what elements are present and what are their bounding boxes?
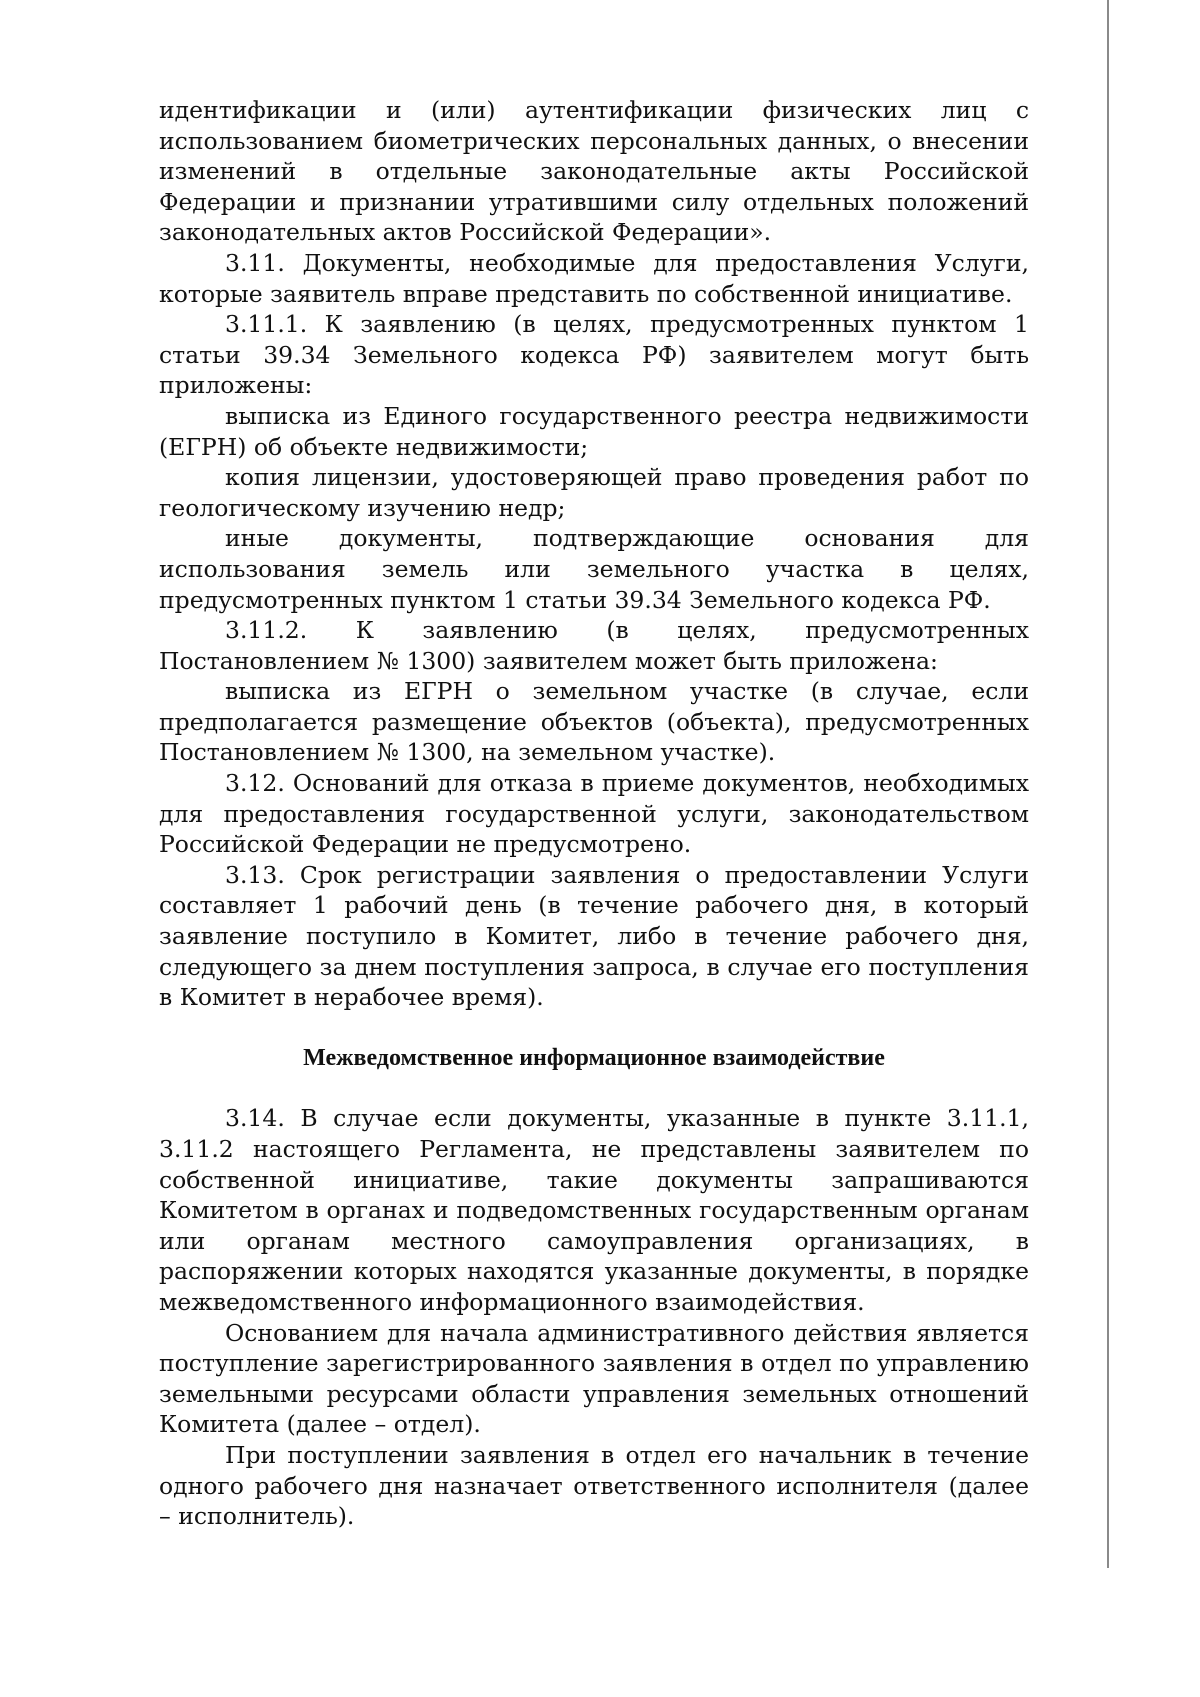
paragraph-continuation: идентификации и (или) аутентификации физических лиц с использованием биометрических персональных данных, о внесении изменений в отдельные законодательные акты Российской Федерации и признании утратившими силу отдельных положений законодательных актов Российской Федерации». [159,96,1029,247]
paragraph-3-11: 3.11. Документы, необходимые для предоставления Услуги, которые заявитель вправе представить по собственной инициативе. [159,248,1029,308]
list-item-license-copy: копия лицензии, удостоверяющей право проведения работ по геологическому изучению недр; [159,463,1029,522]
list-item-egrn-land-plot: выписка из ЕГРН о земельном участке (в случае, если предполагается размещение объектов (объекта), предусмотренных Постановлением № 1300, на земельном участке). [159,677,1029,767]
document-body [159,95,1029,1532]
paragraph-basis: Основанием для начала административного действия является поступление зарегистрированного заявления в отдел по управлению земельными ресурсами области управления земельных отношений Комитета (далее – отдел). [159,1318,1029,1439]
paragraph-3-11-1: 3.11.1. К заявлению (в целях, предусмотренных пунктом 1 статьи 39.34 Земельного кодекса РФ) заявителем могут быть приложены: [159,310,1029,400]
paragraph-assignment: При поступлении заявления в отдел его начальник в течение одного рабочего дня назначает ответственного исполнителя (далее – исполнитель). [159,1440,1029,1531]
paragraph-3-13: 3.13. Срок регистрации заявления о предоставлении Услуги составляет 1 рабочий день (в течение рабочего дня, в который заявление поступило в Комитет, либо в течение рабочего дня, следующего за днем поступления запроса, в случае его поступления в Комитет в нерабочее время). [159,860,1029,1012]
list-item-egrn-extract: выписка из Единого государственного реестра недвижимости (ЕГРН) об объекте недвижимости; [159,401,1029,461]
list-item-other-documents: иные документы, подтверждающие основания для использования земель или земельного участка в целях, предусмотренных пунктом 1 статьи 39.34 Земельного кодекса РФ. [159,524,1029,614]
paragraph-3-11-2: 3.11.2. К заявлению (в целях, предусмотренных Постановлением № 1300) заявителем может быть приложена: [159,616,1029,675]
page-edge [1107,0,1109,1568]
paragraph-3-12: 3.12. Оснований для отказа в приеме документов, необходимых для предоставления государственной услуги, законодательством Российской Федерации не предусмотрено. [159,769,1029,859]
section-heading: Межведомственное информационное взаимодействие [303,1044,885,1071]
paragraph-3-14: 3.14. В случае если документы, указанные в пункте 3.11.1, 3.11.2 настоящего Регламента, не представлены заявителем по собственной инициативе, такие документы запрашиваются Комитетом в органах и подведомственных государственным органам или органам местного самоуправления организациях, в распоряжении которых находятся указанные документы, в порядке межведомственного информационного взаимодействия. [159,1104,1029,1316]
